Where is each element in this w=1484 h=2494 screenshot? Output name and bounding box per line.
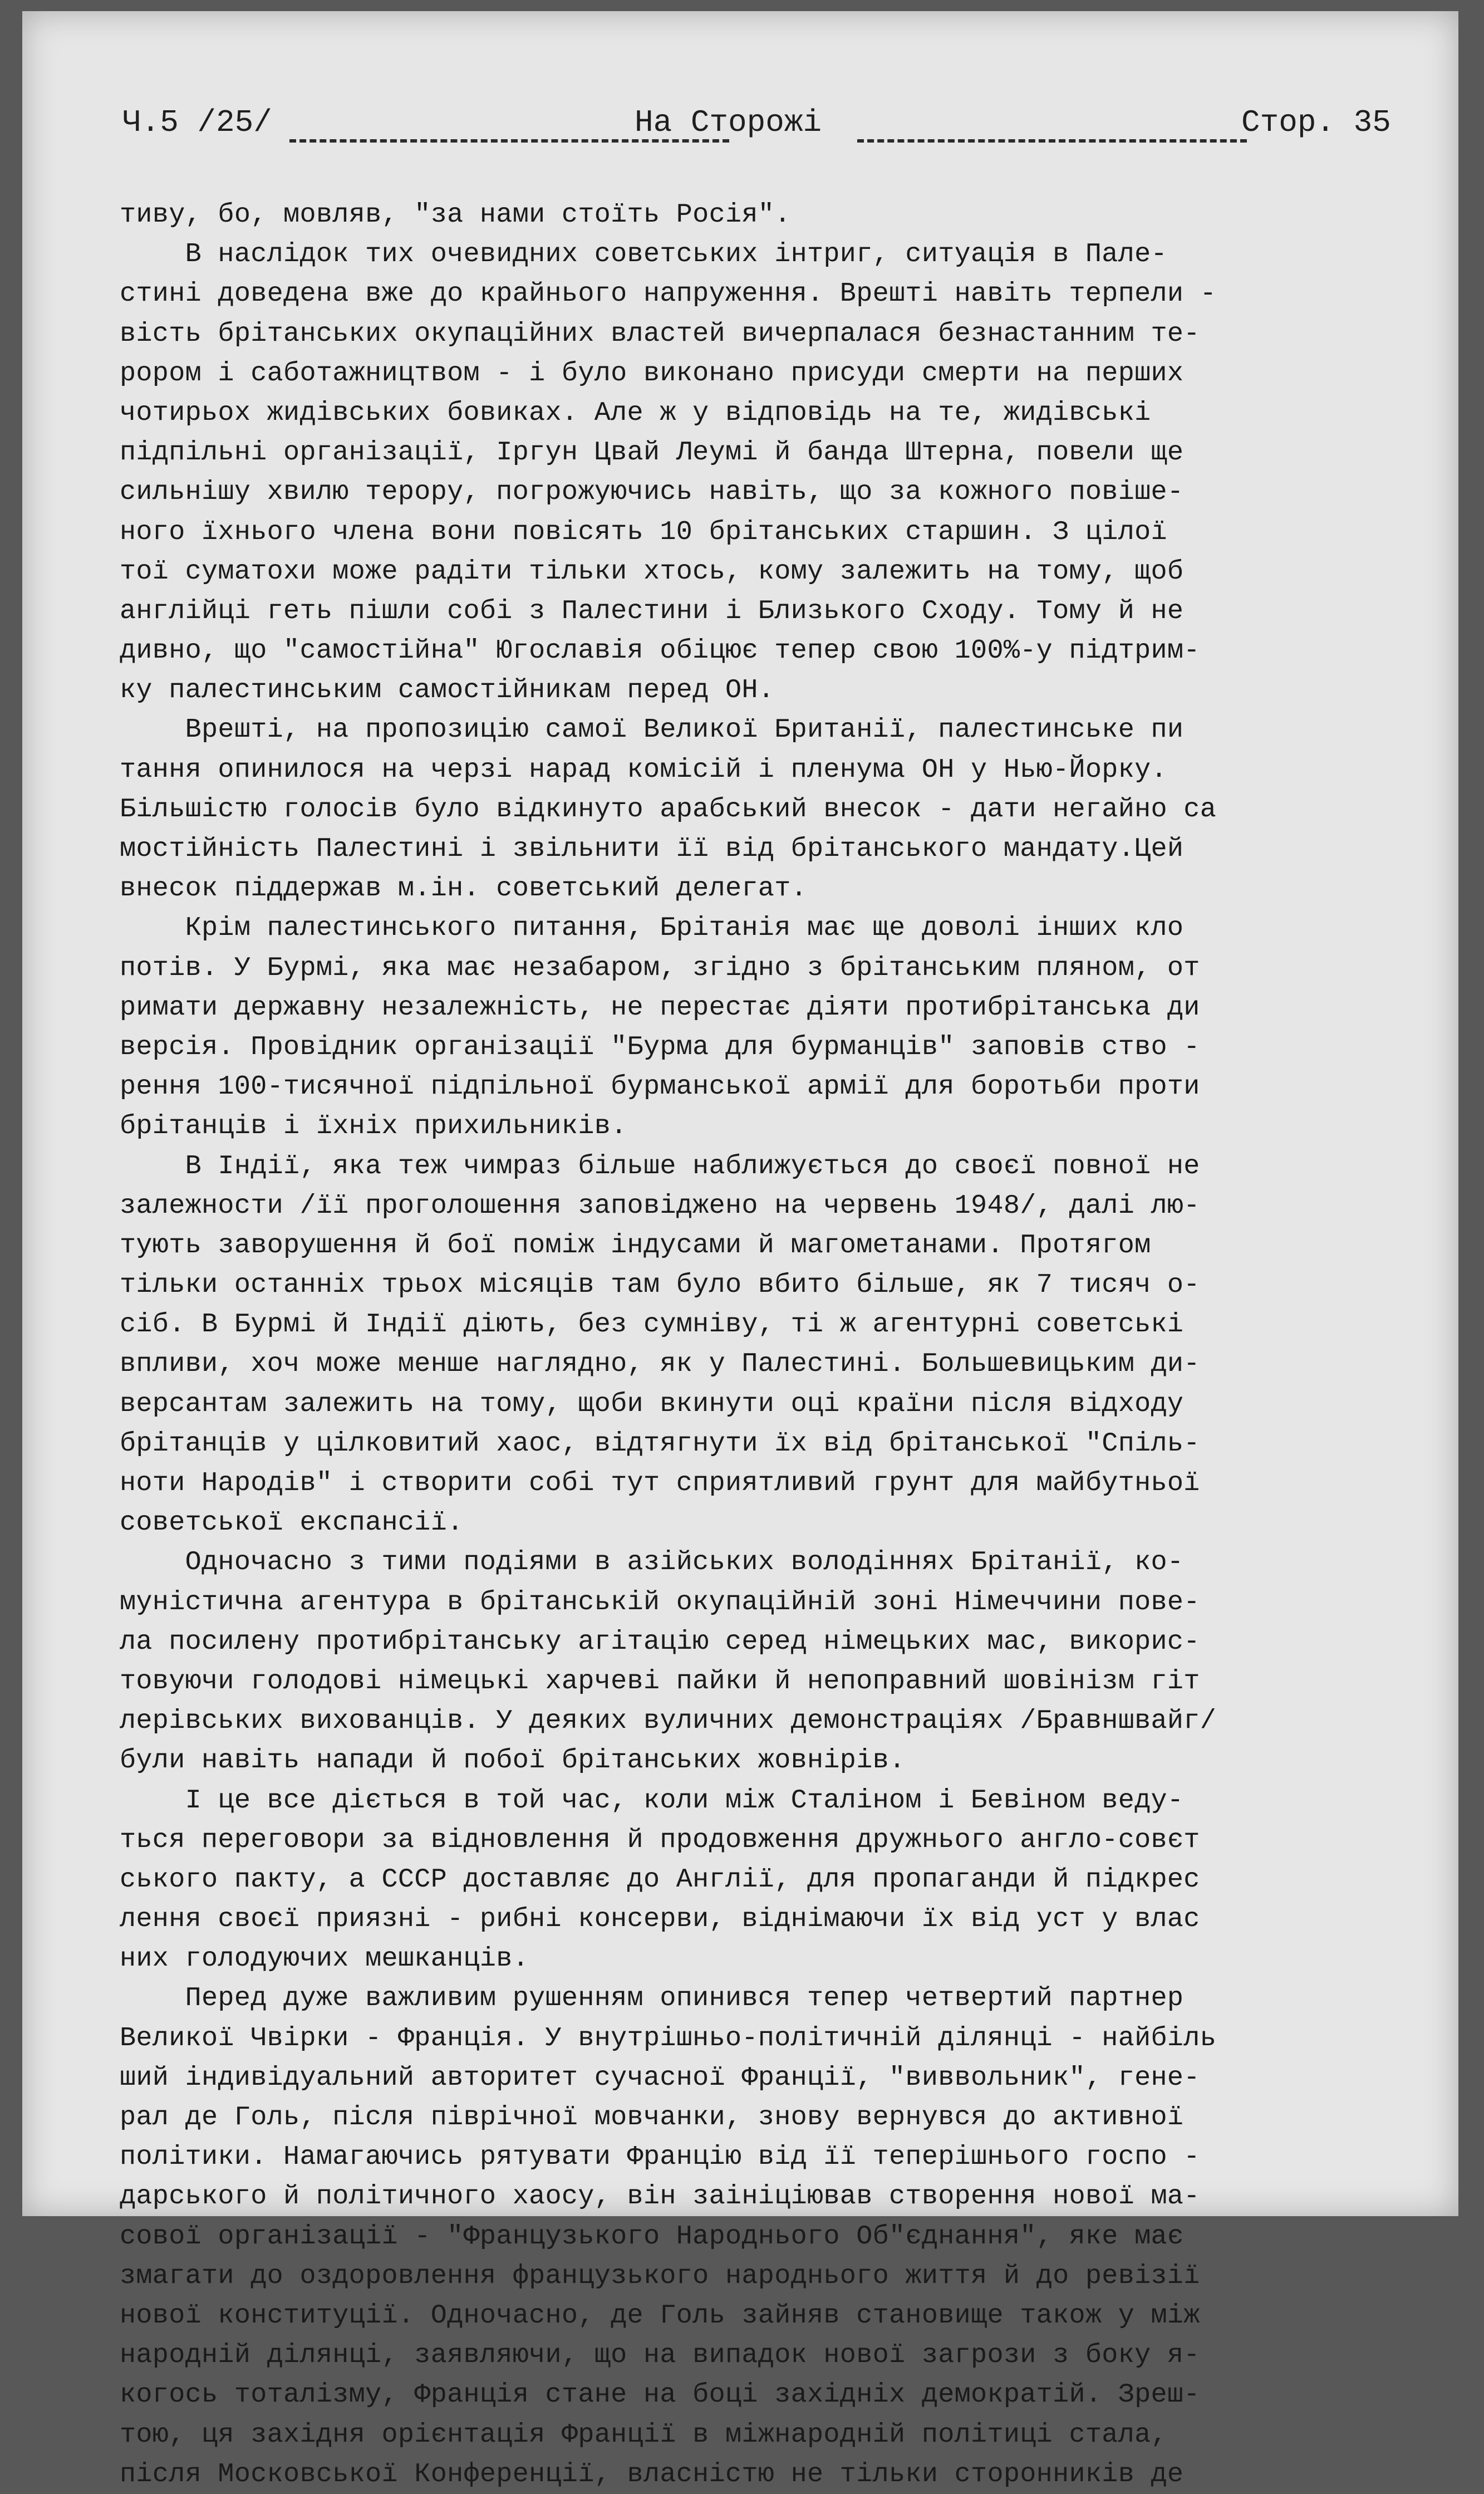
text-line: муністична агентура в брітанській окупаційній зоні Німеччини пове- — [120, 1586, 1200, 1618]
text-line: дарського й політичного хаосу, він заініціював створення нової ма- — [120, 2181, 1200, 2212]
text-line: лерівських вихованців. У деяких вуличних демонстраціях /Бравншвайг/ — [120, 1706, 1217, 1737]
text-line: змагати до оздоровлення французького народнього життя й до ревізії — [120, 2260, 1200, 2291]
article-body — [120, 195, 1444, 2494]
text-line: версантам залежить на тому, щоби вкинути оці країни після відходу — [120, 1388, 1184, 1419]
text-line: сіб. В Бурмі й Індії діють, без сумніву, ті ж агентурні советські — [120, 1309, 1184, 1340]
text-line: Більшістю голосів було відкинуто арабський внесок - дати негайно са — [120, 793, 1217, 825]
page-header — [122, 95, 1425, 145]
text-line: Одночасно з тими подіями в азійських володіннях Брітанії, ко- — [120, 1547, 1184, 1578]
text-line: сової організації - "Французького Народнього Об"єднання", яке має — [120, 2221, 1184, 2252]
text-line: тують заворушення й бої поміж індусами й магометанами. Протягом — [120, 1229, 1151, 1261]
text-line: залежности /її проголошення заповіджено на червень 1948/, далі лю- — [120, 1190, 1200, 1221]
text-line: народній ділянці, заявляючи, що на випадок нової загрози з боку я- — [120, 2340, 1200, 2371]
text-line: ться переговори за відновлення й продовження дружнього англо-совєт — [120, 1824, 1200, 1855]
text-line: товуючи голодові німецькі харчеві пайки й непоправний шовінізм гіт — [120, 1665, 1200, 1697]
text-line: ноти Народів" і створити собі тут сприятливий грунт для майбутньої — [120, 1468, 1200, 1498]
text-line: них голодуючих мешканців. — [120, 1943, 529, 1974]
text-line: І це все діється в той час, коли між Сталіном і Бевіном веду- — [120, 1785, 1184, 1816]
text-line: В наслідок тих очевидних советських інтриг, ситуація в Пале- — [120, 239, 1167, 270]
text-line: внесок піддержав м.ін. советський делегат. — [120, 873, 807, 904]
document-page — [22, 11, 1458, 2490]
text-line: англійці геть пішли собі з Палестини і Близького Сходу. Тому й не — [120, 595, 1184, 626]
text-line: Великої Чвірки - Франція. У внутрішньо-політичній ділянці - найбіль — [120, 2022, 1217, 2054]
text-line: тиву, бо, мовляв, "за нами стоїть Росія". — [120, 199, 791, 230]
text-line: після Московської Конференції, власністю не тільки сторонників де — [120, 2458, 1184, 2490]
text-line: дивно, що "самостійна" Югославія обіцює тепер свою 100%-у підтрим- — [120, 635, 1200, 667]
text-line: мостійність Палестині і звільнити її від брітанського мандату.Цей — [120, 834, 1184, 864]
text-line: нової конституції. Одночасно, де Голь зайняв становище також у між — [120, 2300, 1200, 2331]
text-line: Крім палестинського питання, Брітанія має ще доволі інших кло — [120, 913, 1184, 944]
text-line: тільки останніх трьох місяців там було вбито більше, як 7 тисяч о- — [120, 1270, 1200, 1301]
text-line: ку палестинським самостійникам перед ОН. — [120, 675, 775, 706]
text-line: В Індії, яка теж чимраз більше наближується до своєї повної не — [120, 1150, 1200, 1182]
text-line: рення 100-тисячної підпільної бурманської армії для боротьби проти — [120, 1071, 1200, 1103]
text-line: ного їхнього члена вони повісять 10 брітанських старшин. З цілої — [120, 516, 1167, 547]
text-line: Перед дуже важливим рушенням опинився тепер четвертий партнер — [120, 1983, 1184, 2014]
text-line: брітанців у цілковитий хаос, відтягнути їх від брітанської "Спіль- — [120, 1428, 1200, 1459]
text-line: Врешті, на пропозицію самої Великої Британії, палестинське пи — [120, 714, 1184, 746]
issue-number: Ч.5 /25/ — [122, 105, 272, 140]
text-line: політики. Намагаючись рятувати Францію від її теперішнього госпо - — [120, 2142, 1200, 2173]
text-line: чотирьох жидівських бoвиках. Але ж у відповідь на те, жидівські — [120, 397, 1151, 428]
text-line: версія. Провідник організації "Бурма для бурманців" заповів ство - — [120, 1031, 1200, 1062]
text-line: впливи, хоч може менше наглядно, як у Палестині. Большевицьким ди- — [120, 1349, 1200, 1380]
text-line: советської експансії. — [120, 1507, 464, 1538]
text-line: римати державну незалежність, не перестає діяти протибрітанська ди — [120, 992, 1200, 1023]
text-line: тання опинилося на черзі нарад комісій і пленума ОН у Нью-Йорку. — [120, 754, 1167, 785]
page-number-label: Стор. 35 — [1241, 105, 1391, 140]
text-line: стині доведена вже до крайнього напруження. Врешті навіть терпели - — [120, 278, 1217, 310]
text-line: були навіть напади й побої брітанських жовнірів. — [120, 1745, 906, 1776]
text-line: брітанців і їхніх прихильників. — [120, 1111, 627, 1142]
text-line: тою, ця західня орієнтація Франції в міжнародній політиці стала, — [120, 2419, 1167, 2450]
text-line: рал де Голь, після піврічної мовчанки, знову вернувся до активної — [120, 2102, 1184, 2133]
header-divider-right — [857, 139, 1247, 143]
text-line: підпільні організації, Іргун Цвай Леумі й банда Штерна, повели ще — [120, 437, 1184, 468]
text-line: сильнішу хвилю терору, погрожуючись навіть, що за кожного повіше- — [120, 477, 1184, 508]
text-line: лення своєї приязні - рибні консерви, віднімаючи їх від уст у влас — [120, 1904, 1200, 1935]
text-line: ший індивідуальний авторитет сучасної Франції, "виввольник", гене- — [120, 2062, 1200, 2093]
text-line: рором і саботажництвом - і було виконано присуди смерти на перших — [120, 357, 1184, 389]
text-line: ла посилену протибрітанську агітацію серед німецьких мас, викорис- — [120, 1626, 1200, 1657]
text-line: ського пакту, а СССР доставляє до Англії, для пропаганди й підкрес — [120, 1864, 1200, 1895]
text-line: когось тоталізму, Франція стане на боці західніх демократій. Зреш- — [120, 2379, 1200, 2410]
publication-title: На Сторожі — [635, 105, 822, 140]
text-line: вість брітанських окупаційних властей вичерпалася безнастанним те- — [120, 318, 1200, 349]
text-line: потів. У Бурмі, яка має незабаром, згідно з брітанським пляном, от — [120, 952, 1200, 983]
text-line: тої суматохи може радіти тільки хтось, кому залежить на тому, щоб — [120, 556, 1184, 587]
